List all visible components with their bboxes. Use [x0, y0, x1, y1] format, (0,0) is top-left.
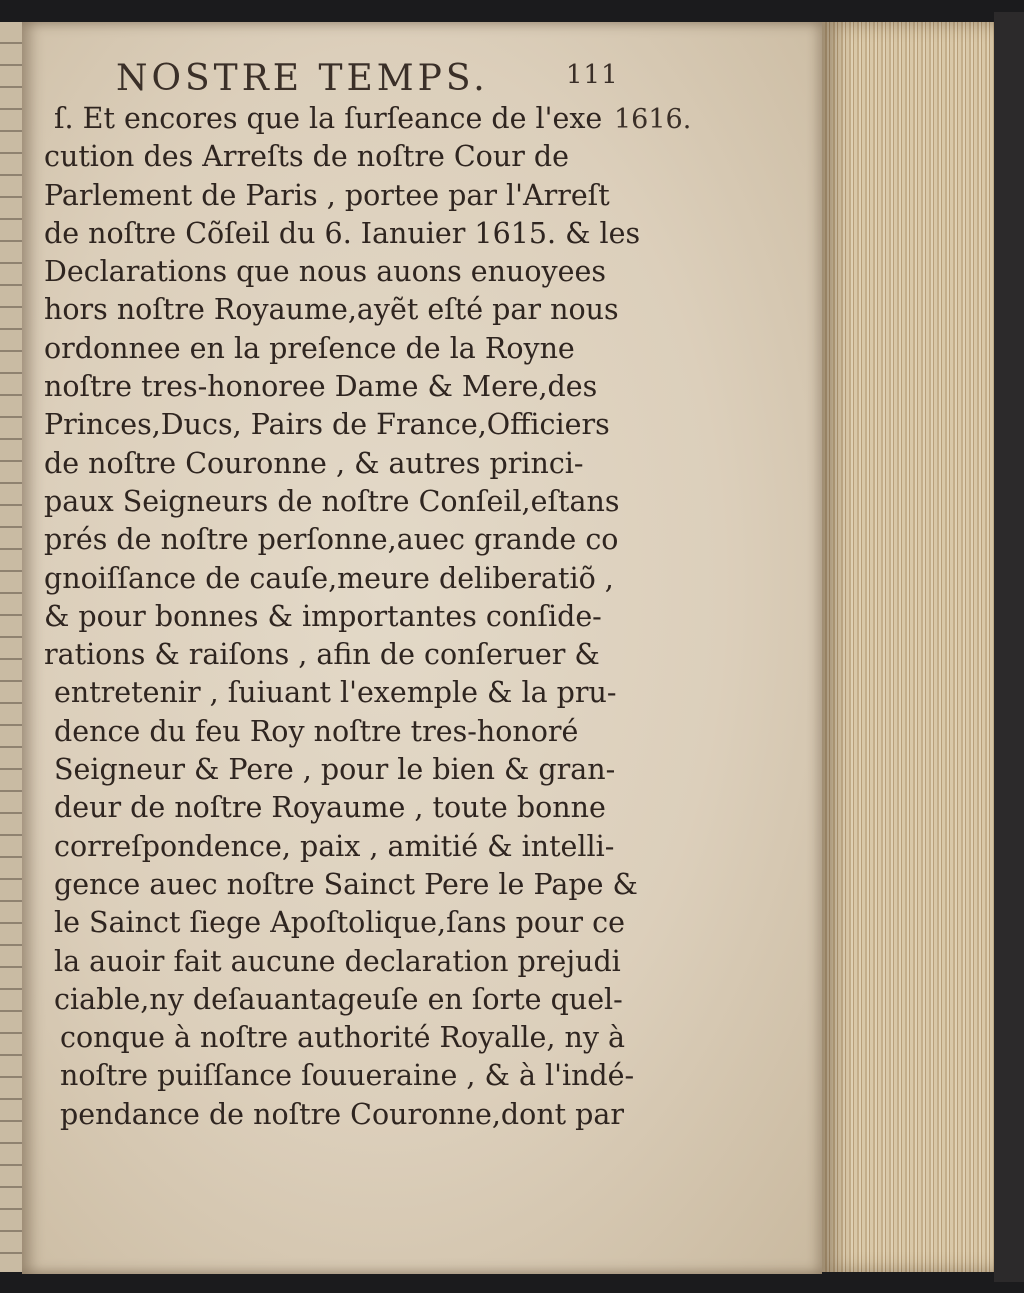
- text-line: pendance de noſtre Couronne,dont par: [60, 1097, 625, 1131]
- text-line: Princes,Ducs, Pairs de France,Officiers: [44, 408, 610, 442]
- text-line: hors noſtre Royaume,ayẽt eſté par nous: [44, 293, 619, 327]
- text-line: Seigneur & Pere , pour le bien & gran-: [54, 753, 616, 787]
- page-number: 111: [566, 60, 619, 90]
- text-line: Declarations que nous auons enuoyees: [44, 255, 606, 289]
- text-line: le Sainct ſiege Apoſtolique,ſans pour ce: [54, 906, 625, 940]
- text-line: de noſtre Cõſeil du 6. Ianuier 1615. & les: [44, 216, 641, 250]
- margin-year-note: 1616.: [614, 104, 692, 135]
- text-line: cution des Arreſts de noſtre Cour de: [44, 140, 569, 174]
- text-line: noſtre tres-honoree Dame & Mere,des: [44, 370, 598, 404]
- book-cover-edge: [994, 12, 1024, 1282]
- text-line: noſtre puiſſance ſouueraine , & à l'indé-: [60, 1059, 635, 1093]
- text-line: Parlement de Paris , portee par l'Arreſt: [44, 178, 610, 212]
- text-line: ſ. Et encores que la ſurſeance de l'exe: [54, 102, 603, 135]
- text-line: ordonnee en la preſence de la Royne: [44, 331, 575, 365]
- text-line: prés de noſtre perſonne,auec grande co: [44, 523, 619, 557]
- text-line: deur de noſtre Royaume , toute bonne: [54, 791, 606, 825]
- text-line: gence auec noſtre Sainct Pere le Pape &: [54, 867, 638, 901]
- text-line: de noſtre Couronne , & autres princi-: [44, 446, 584, 480]
- text-line: ciable,ny deſauantageuſe en ſorte quel-: [54, 982, 623, 1016]
- text-line: rations & raiſons , afin de conſeruer &: [44, 638, 600, 672]
- text-line: correſpondence, paix , amitié & intelli-: [54, 829, 615, 863]
- running-header: [116, 58, 619, 99]
- text-line: gnoiſſance de cauſe,meure deliberatiõ ,: [44, 561, 614, 595]
- text-line: & pour bonnes & importantes conſide-: [44, 599, 602, 633]
- text-line: entretenir , ſuiuant l'exemple & la pru-: [54, 676, 617, 710]
- text-line: paux Seigneurs de noſtre Conſeil,eſtans: [44, 484, 620, 518]
- body-text: [44, 100, 641, 1134]
- running-title: NOSTRE TEMPS.: [116, 58, 489, 99]
- page-edges: [822, 22, 994, 1272]
- text-line: la auoir fait aucune declaration prejudi: [54, 944, 621, 978]
- text-line: conque à noſtre authorité Royalle, ny à: [60, 1021, 625, 1055]
- text-line: dence du feu Roy noſtre tres-honoré: [54, 714, 579, 748]
